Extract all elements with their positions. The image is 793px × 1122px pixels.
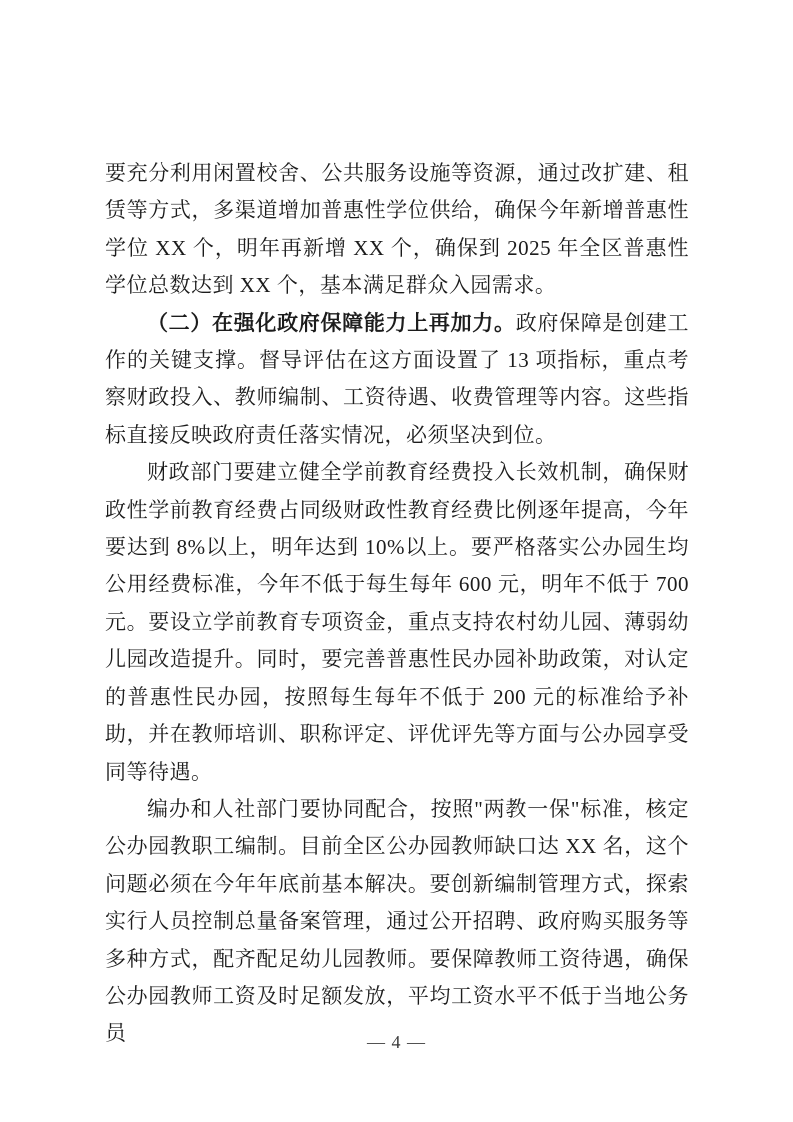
- document-body: [105, 155, 689, 1053]
- page-footer: [0, 1030, 793, 1054]
- paragraph-text: 要充分利用闲置校舍、公共服务设施等资源，通过改扩建、租赁等方式，多渠道增加普惠性学位供给，确保今年新增普惠性学位 XX 个，明年再新增 XX 个，确保到 2025 年全区普惠性学位总数达到 XX 个，基本满足群众入园需求。: [105, 161, 689, 298]
- paragraph: [105, 305, 689, 455]
- paragraph-text: 编办和人社部门要协同配合，按照"两教一保"标准，核定公办园教职工编制。目前全区公办园教师缺口达 XX 名，这个问题必须在今年年底前基本解决。要创新编制管理方式，探索实行人员控制总量备案管理，通过公开招聘、政府购买服务等多种方式，配齐配足幼儿园教师。要保障教师工资待遇，确保公办园教师工资及时足额发放，平均工资水平不低于当地公务员: [105, 796, 689, 1046]
- page-number: — 4 —: [367, 1032, 426, 1052]
- paragraph: [105, 454, 689, 791]
- paragraph: [105, 791, 689, 1053]
- paragraph-lead: （二）在强化政府保障能力上再加力。: [147, 310, 516, 335]
- paragraph-text: 政府保障是创建工作的关键支撑。督导评估在这方面设置了 13 项指标，重点考察财政投入、教师编制、工资待遇、收费管理等内容。这些指标直接反映政府责任落实情况，必须坚决到位。: [105, 310, 689, 447]
- paragraph-text: 财政部门要建立健全学前教育经费投入长效机制，确保财政性学前教育经费占同级财政性教育经费比例逐年提高，今年要达到 8%以上，明年达到 10%以上。要严格落实公办园生均公用经费标准，今年不低于每生每年 600 元，明年不低于 700 元。要设立学前教育专项资金，重点支持农村幼儿园、薄弱幼儿园改造提升。同时，要完善普惠性民办园补助政策，对认定的普惠性民办园，按照每生每年不低于 200 元的标准给予补助，并在教师培训、职称评定、评优评先等方面与公办园享受同等待遇。: [105, 460, 689, 784]
- paragraph: [105, 155, 689, 305]
